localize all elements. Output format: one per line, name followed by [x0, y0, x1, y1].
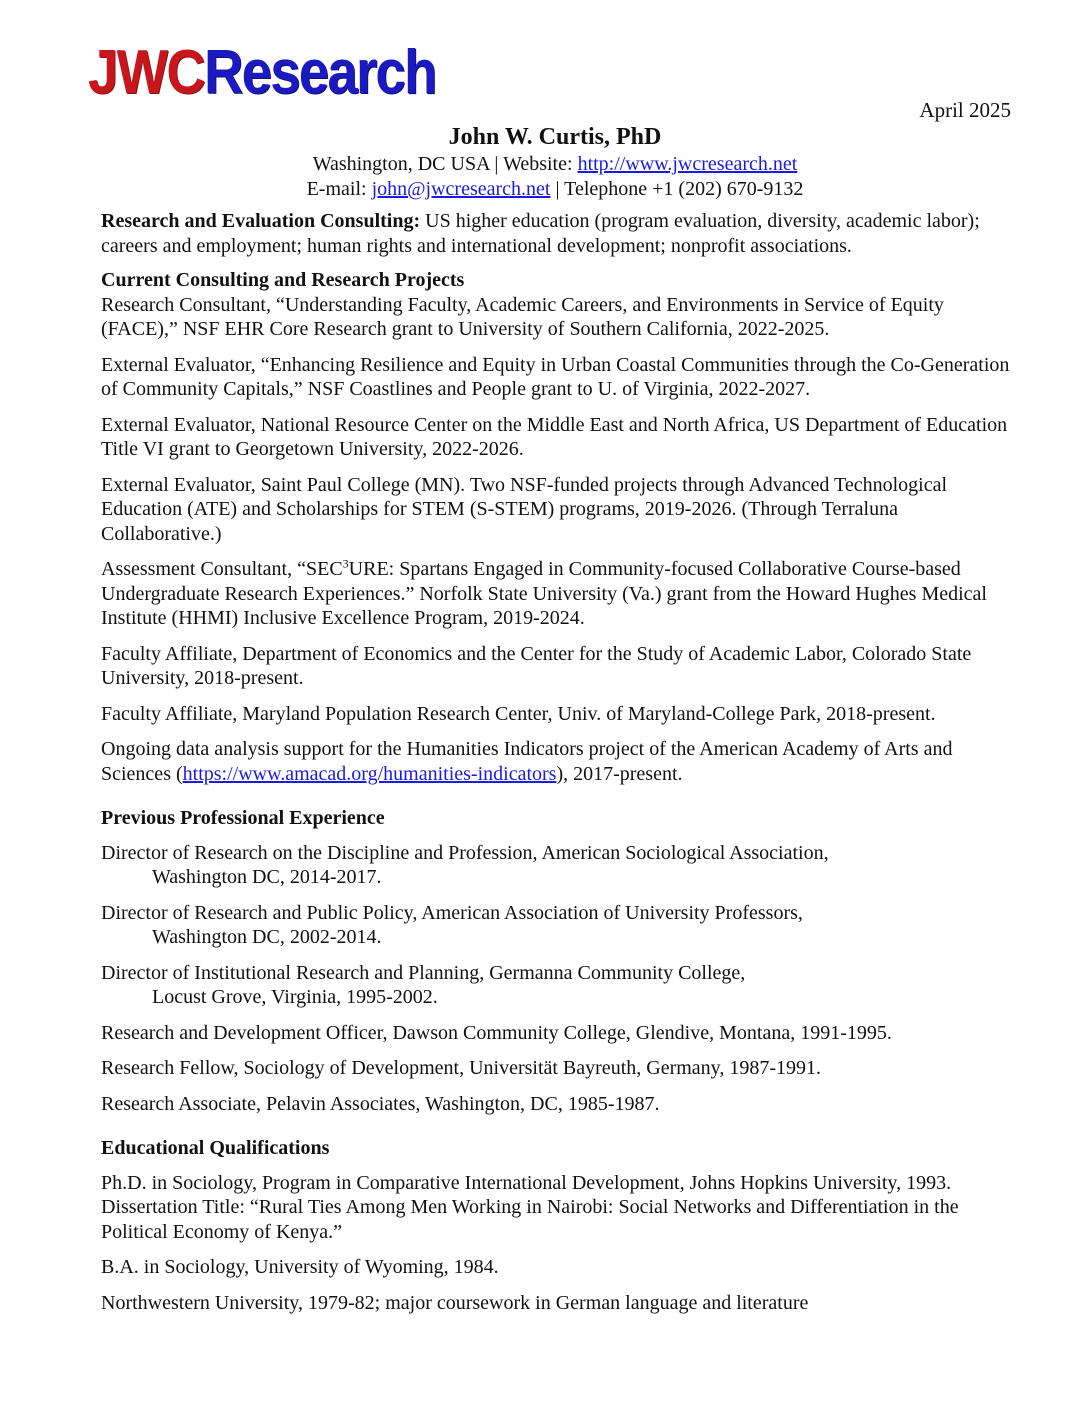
experience-location: Washington DC, 2002-2014. — [152, 926, 382, 948]
education-entry — [101, 1171, 1021, 1245]
experience-entry — [101, 961, 1021, 1010]
experience-entry — [101, 841, 1021, 890]
experience-entry — [101, 901, 1021, 950]
document-date: April 2025 — [919, 98, 1011, 122]
dissertation-text: Dissertation Title: “Rural Ties Among Men Working in Nairobi: Social Networks and Differentiation in the Political Economy of Kenya.” — [101, 1196, 959, 1243]
consulting-summary-label: Research and Evaluation Consulting: — [101, 210, 421, 232]
project-entry — [101, 557, 1021, 631]
contact-header — [0, 122, 1088, 202]
project-entry: External Evaluator, National Resource Center on the Middle East and North Africa, US Department of Education Title VI grant to Georgetown University, 2022-2026. — [101, 413, 1008, 460]
project-entry: Research Consultant, “Understanding Faculty, Academic Careers, and Environments in Service of Equity (FACE),” NSF EHR Core Research grant to University of Southern California, 2022-2025. — [101, 293, 944, 340]
email-link[interactable]: john@jwcresearch.net — [371, 178, 551, 200]
section-heading-education: Educational Qualifications — [101, 1137, 330, 1159]
experience-location: Locust Grove, Virginia, 1995-2002. — [152, 986, 438, 1008]
project-entry: Faculty Affiliate, Maryland Population Research Center, Univ. of Maryland-College Park, 2018-present. — [101, 702, 936, 725]
email-label: E-mail: — [306, 178, 372, 200]
person-name: John W. Curtis, PhD — [448, 124, 662, 150]
email-phone-line — [0, 177, 1088, 202]
project-entry-text: URE: Spartans Engaged in Community-focused Collaborative Course-based Undergraduate Research Experiences.” Norfolk State University (Va.) grant from the Howard Hughes Medical Institute (HHMI) Inclusive Excellence Program, 2019-2024. — [101, 558, 987, 629]
phone-text: | Telephone +1 (202) 670-9132 — [550, 178, 804, 200]
project-entry: External Evaluator, Saint Paul College (MN). Two NSF-funded projects through Advanced Technological Education (ATE) and Scholarships for STEM (S-STEM) programs, 2019-2026. (Through Terraluna Collaborative.) — [101, 473, 948, 545]
experience-entry: Research and Development Officer, Dawson Community College, Glendive, Montana, 1991-1995. — [101, 1021, 892, 1044]
project-entry-text: ), 2017-present. — [556, 762, 683, 785]
project-entry-text: Assessment Consultant, “SEC — [101, 558, 343, 580]
consulting-summary-text: US higher education (program evaluation, diversity, academic labor); careers and employment; human rights and international development; nonprofit associations. — [101, 210, 980, 257]
website-link[interactable]: http://www.jwcresearch.net — [577, 153, 798, 175]
project-entry-text: Ongoing data analysis support for the Humanities Indicators project of the American Academy of Arts and Sciences ( — [101, 738, 953, 785]
experience-title: Director of Institutional Research and Planning, Germanna Community College, — [101, 961, 746, 984]
experience-entry: Research Fellow, Sociology of Development, Universität Bayreuth, Germany, 1987-1991. — [101, 1057, 822, 1079]
education-entry: Northwestern University, 1979-82; major coursework in German language and literature — [101, 1291, 809, 1314]
education-entry: B.A. in Sociology, University of Wyoming, 1984. — [101, 1256, 499, 1278]
humanities-indicators-link[interactable]: https://www.amacad.org/humanities-indicators — [182, 762, 557, 785]
jwcresearch-logo — [88, 38, 436, 107]
superscript-3: 3 — [342, 556, 349, 571]
consulting-summary — [101, 209, 1021, 258]
experience-title: Director of Research on the Discipline and Profession, American Sociological Association, — [101, 841, 829, 864]
project-entry: Faculty Affiliate, Department of Economics and the Center for the Study of Academic Labor, Colorado State University, 2018-present. — [101, 642, 972, 689]
resume-body — [101, 209, 1021, 1326]
project-entry: External Evaluator, “Enhancing Resilience and Equity in Urban Coastal Communities through the Co-Generation of Community Capitals,” NSF Coastlines and People grant to U. of Virginia, 2022-2027. — [101, 353, 1010, 400]
project-entry — [101, 737, 1021, 786]
logo-research: Research — [203, 38, 436, 107]
experience-entry: Research Associate, Pelavin Associates, Washington, DC, 1985-1987. — [101, 1092, 660, 1115]
experience-location: Washington DC, 2014-2017. — [152, 866, 382, 888]
degree-text: Ph.D. in Sociology, Program in Comparative International Development, Johns Hopkins University, 1993. — [101, 1171, 952, 1194]
logo-jwc: JWC — [88, 38, 204, 107]
location-text: Washington, DC USA | Website: — [312, 153, 578, 175]
section-heading-previous-experience: Previous Professional Experience — [101, 807, 385, 829]
section-heading-current-projects: Current Consulting and Research Projects — [101, 269, 465, 291]
experience-title: Director of Research and Public Policy, American Association of University Professors, — [101, 901, 803, 924]
location-website-line — [0, 152, 1088, 177]
